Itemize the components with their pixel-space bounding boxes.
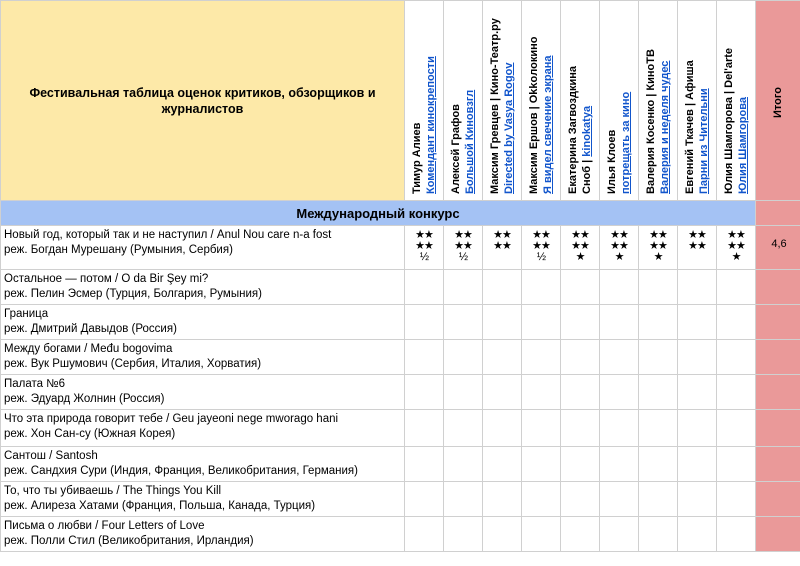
total-score-cell[interactable]	[756, 410, 800, 447]
rating-cell[interactable]	[639, 482, 678, 517]
film-title: То, что ты убиваешь / The Things You Kill	[4, 485, 222, 497]
critic-outlet-link[interactable]: Валерия и неделя чудес	[659, 60, 671, 194]
film-title: Письма о любви / Four Letters of Love	[4, 520, 205, 532]
film-row[interactable]	[1, 270, 800, 305]
rating-cell[interactable]	[444, 447, 483, 482]
rating-cell[interactable]	[405, 305, 444, 340]
rating-cell[interactable]	[405, 410, 444, 447]
rating-cell[interactable]	[444, 305, 483, 340]
film-row[interactable]	[1, 340, 800, 375]
rating-cell[interactable]	[444, 340, 483, 375]
film-title: Новый год, который так и не наступил / Anul Nou care n-a fost	[4, 229, 332, 241]
film-row[interactable]	[1, 375, 800, 410]
film-row[interactable]	[1, 226, 800, 270]
section-row	[1, 201, 800, 226]
rating-cell[interactable]	[444, 270, 483, 305]
critic-outlet-prefix: Сноб | kinokatya	[581, 105, 593, 194]
total-score-cell[interactable]	[756, 517, 800, 552]
rating-cell[interactable]	[561, 410, 600, 447]
rating-cell[interactable]	[600, 340, 639, 375]
rating-cell[interactable]	[561, 375, 600, 410]
rating-cell[interactable]	[444, 410, 483, 447]
rating-stars: ★★	[415, 229, 433, 241]
rating-cell[interactable]	[639, 375, 678, 410]
rating-cell[interactable]	[522, 226, 561, 270]
film-title-cell[interactable]	[1, 226, 405, 270]
rating-cell[interactable]	[405, 517, 444, 552]
film-row[interactable]	[1, 305, 800, 340]
rating-cell[interactable]	[444, 517, 483, 552]
rating-cell[interactable]	[639, 340, 678, 375]
film-row[interactable]	[1, 447, 800, 482]
critic-outlet-link[interactable]: Большой Киновзгл	[464, 89, 476, 194]
critic-outlet-link[interactable]: Я видел свечение экрана	[542, 55, 554, 194]
section-total-cell	[756, 201, 800, 226]
total-score-cell[interactable]	[756, 270, 800, 305]
rating-cell[interactable]	[405, 375, 444, 410]
rating-stars: ★★	[688, 229, 706, 241]
rating-cell[interactable]	[717, 482, 756, 517]
total-score-cell[interactable]	[756, 447, 800, 482]
rating-stars: ★★	[532, 240, 550, 252]
rating-cell[interactable]	[639, 447, 678, 482]
rating-cell[interactable]	[561, 226, 600, 270]
rating-cell[interactable]	[522, 305, 561, 340]
rating-cell[interactable]	[600, 270, 639, 305]
rating-cell[interactable]	[483, 410, 522, 447]
critic-name: Тимур Алиев	[411, 122, 423, 194]
rating-cell[interactable]	[717, 447, 756, 482]
rating-stars: ★★	[532, 229, 550, 241]
total-score-cell[interactable]	[756, 340, 800, 375]
critic-outlet-link[interactable]: потрещать за кино	[620, 91, 632, 194]
total-label: Итого	[772, 86, 784, 118]
rating-cell[interactable]	[678, 482, 717, 517]
header-row	[1, 1, 800, 201]
rating-stars: ★★	[415, 240, 433, 252]
rating-cell[interactable]	[444, 375, 483, 410]
film-title: Что эта природа говорит тебе / Geu jayeoni nege mworago hani	[4, 413, 339, 425]
rating-cell[interactable]	[522, 517, 561, 552]
film-title: Палата №6	[4, 378, 65, 390]
critic-outlet-link[interactable]: kinokatya	[581, 105, 593, 157]
rating-cell[interactable]	[405, 447, 444, 482]
rating-cell[interactable]	[678, 340, 717, 375]
critic-column-header[interactable]	[600, 1, 639, 201]
critic-column-header[interactable]	[522, 1, 561, 201]
critic-name: Максим Ершов | Okkoлокино	[528, 36, 540, 194]
rating-cell[interactable]	[483, 305, 522, 340]
film-row[interactable]	[1, 517, 800, 552]
rating-cell[interactable]	[561, 305, 600, 340]
critic-column-header[interactable]	[405, 1, 444, 201]
rating-cell[interactable]	[639, 270, 678, 305]
total-score-cell[interactable]	[756, 375, 800, 410]
rating-cell[interactable]	[678, 375, 717, 410]
rating-stars: ★★	[454, 229, 472, 241]
rating-cell[interactable]	[678, 447, 717, 482]
rating-cell[interactable]	[483, 517, 522, 552]
rating-stars: ★	[614, 251, 624, 263]
total-column-header	[756, 1, 800, 201]
rating-cell[interactable]	[561, 270, 600, 305]
rating-stars: ½	[536, 251, 546, 263]
film-title-cell[interactable]	[1, 305, 405, 340]
rating-cell[interactable]	[405, 270, 444, 305]
critic-name: Валерия Косенко | КиноТВ	[645, 49, 657, 194]
rating-stars: ★	[575, 251, 585, 263]
rating-cell[interactable]	[678, 305, 717, 340]
rating-stars: ★★	[493, 229, 511, 241]
film-director: реж. Полли Стил (Великобритания, Ирландия)	[4, 535, 254, 547]
rating-cell[interactable]	[717, 226, 756, 270]
rating-cell[interactable]	[561, 447, 600, 482]
film-director: реж. Алиреза Хатами (Франция, Польша, Канада, Турция)	[4, 500, 316, 512]
rating-stars: ½	[419, 251, 429, 263]
film-row[interactable]	[1, 482, 800, 517]
film-director: реж. Вук Ршумович (Сербия, Италия, Хорватия)	[4, 358, 262, 370]
rating-cell[interactable]	[600, 226, 639, 270]
rating-stars: ★★	[727, 229, 745, 241]
total-score-cell[interactable]	[756, 305, 800, 340]
rating-stars: ★★	[571, 229, 589, 241]
rating-cell[interactable]	[561, 482, 600, 517]
critic-name: Максим Гревцев | Кино-Театр.ру	[489, 18, 501, 194]
critic-name: Евгений Ткачев | Афиша	[684, 60, 696, 194]
critic-column-header[interactable]	[678, 1, 717, 201]
film-title-cell[interactable]	[1, 340, 405, 375]
film-director: реж. Пелин Эсмер (Турция, Болгария, Румыния)	[4, 288, 262, 300]
critic-outlet-link[interactable]: Парни из Чительни	[698, 88, 710, 194]
rating-cell[interactable]	[717, 340, 756, 375]
rating-cell[interactable]	[522, 410, 561, 447]
rating-cell[interactable]	[522, 447, 561, 482]
film-director: реж. Богдан Мурешану (Румыния, Сербия)	[4, 244, 233, 256]
critic-column-header[interactable]	[561, 1, 600, 201]
rating-cell[interactable]	[483, 270, 522, 305]
rating-cell[interactable]	[522, 340, 561, 375]
film-title: Остальное — потом / O da Bir Şey mi?	[4, 273, 209, 285]
rating-stars: ★★	[571, 240, 589, 252]
film-title: Граница	[4, 308, 49, 320]
rating-stars: ★★	[454, 240, 472, 252]
rating-cell[interactable]	[600, 375, 639, 410]
film-title-cell[interactable]	[1, 410, 405, 447]
rating-stars: ★★	[649, 229, 667, 241]
film-director: реж. Хон Сан-су (Южная Корея)	[4, 428, 176, 440]
rating-stars: ★	[731, 251, 741, 263]
rating-cell[interactable]	[717, 410, 756, 447]
rating-cell[interactable]	[600, 482, 639, 517]
rating-cell[interactable]	[678, 226, 717, 270]
total-score-cell[interactable]	[756, 482, 800, 517]
rating-cell[interactable]	[678, 270, 717, 305]
rating-stars: ★★	[610, 240, 628, 252]
rating-cell[interactable]	[522, 482, 561, 517]
rating-cell[interactable]	[483, 340, 522, 375]
rating-cell[interactable]	[717, 270, 756, 305]
film-title-cell[interactable]	[1, 270, 405, 305]
rating-cell[interactable]	[483, 226, 522, 270]
rating-cell[interactable]	[639, 410, 678, 447]
critic-column-header[interactable]	[717, 1, 756, 201]
critic-name: Екатерина Загвоздкина	[567, 65, 579, 194]
rating-cell[interactable]	[483, 375, 522, 410]
rating-cell[interactable]	[483, 447, 522, 482]
rating-cell[interactable]	[561, 340, 600, 375]
rating-stars: ½	[458, 251, 468, 263]
total-score-cell[interactable]: 4,6	[756, 226, 800, 270]
critic-outlet-link[interactable]: Directed by Vasya Rogov	[503, 62, 515, 194]
rating-cell[interactable]	[600, 305, 639, 340]
rating-cell[interactable]	[405, 226, 444, 270]
rating-cell[interactable]	[522, 375, 561, 410]
rating-cell[interactable]	[561, 517, 600, 552]
rating-stars: ★★	[688, 240, 706, 252]
rating-stars: ★★	[493, 240, 511, 252]
critic-name: Алексей Графов	[450, 104, 462, 194]
rating-stars: ★★	[610, 229, 628, 241]
critic-name: Илья Клоев	[606, 129, 618, 194]
rating-cell[interactable]	[600, 410, 639, 447]
rating-stars: ★	[653, 251, 663, 263]
rating-cell[interactable]	[678, 517, 717, 552]
rating-cell[interactable]	[717, 517, 756, 552]
film-row[interactable]	[1, 410, 800, 447]
film-title: Сантош / Santosh	[4, 450, 98, 462]
rating-cell[interactable]	[717, 375, 756, 410]
rating-cell[interactable]	[678, 410, 717, 447]
critic-outlet-link[interactable]: Юлия Шамгорова	[737, 97, 749, 194]
rating-cell[interactable]	[600, 447, 639, 482]
rating-cell[interactable]	[639, 517, 678, 552]
film-director: реж. Сандхия Сури (Индия, Франция, Великобритания, Германия)	[4, 465, 358, 477]
critic-column-header[interactable]	[483, 1, 522, 201]
rating-stars: ★★	[649, 240, 667, 252]
film-title-cell[interactable]	[1, 447, 405, 482]
rating-cell[interactable]	[444, 226, 483, 270]
rating-cell[interactable]	[405, 340, 444, 375]
critic-name: Юлия Шамгорова | Del'arte	[723, 47, 735, 194]
film-title-cell[interactable]	[1, 375, 405, 410]
film-title-cell[interactable]	[1, 517, 405, 552]
rating-cell[interactable]	[483, 482, 522, 517]
rating-cell[interactable]	[717, 305, 756, 340]
critic-column-header[interactable]	[639, 1, 678, 201]
rating-cell[interactable]	[639, 305, 678, 340]
film-director: реж. Эдуард Жолнин (Россия)	[4, 393, 165, 405]
film-director: реж. Дмитрий Давыдов (Россия)	[4, 323, 177, 335]
film-title-cell[interactable]	[1, 482, 405, 517]
rating-cell[interactable]	[639, 226, 678, 270]
rating-cell[interactable]	[444, 482, 483, 517]
rating-cell[interactable]	[522, 270, 561, 305]
critic-column-header[interactable]	[444, 1, 483, 201]
film-title: Между богами / Među bogovima	[4, 343, 173, 355]
section-title: Международный конкурс	[1, 201, 756, 226]
rating-stars: ★★	[727, 240, 745, 252]
table-title: Фестивальная таблица оценок критиков, обзорщиков и журналистов	[1, 1, 405, 201]
rating-cell[interactable]	[405, 482, 444, 517]
critic-outlet-link[interactable]: Комендант кинокрепости	[425, 56, 437, 194]
rating-cell[interactable]	[600, 517, 639, 552]
